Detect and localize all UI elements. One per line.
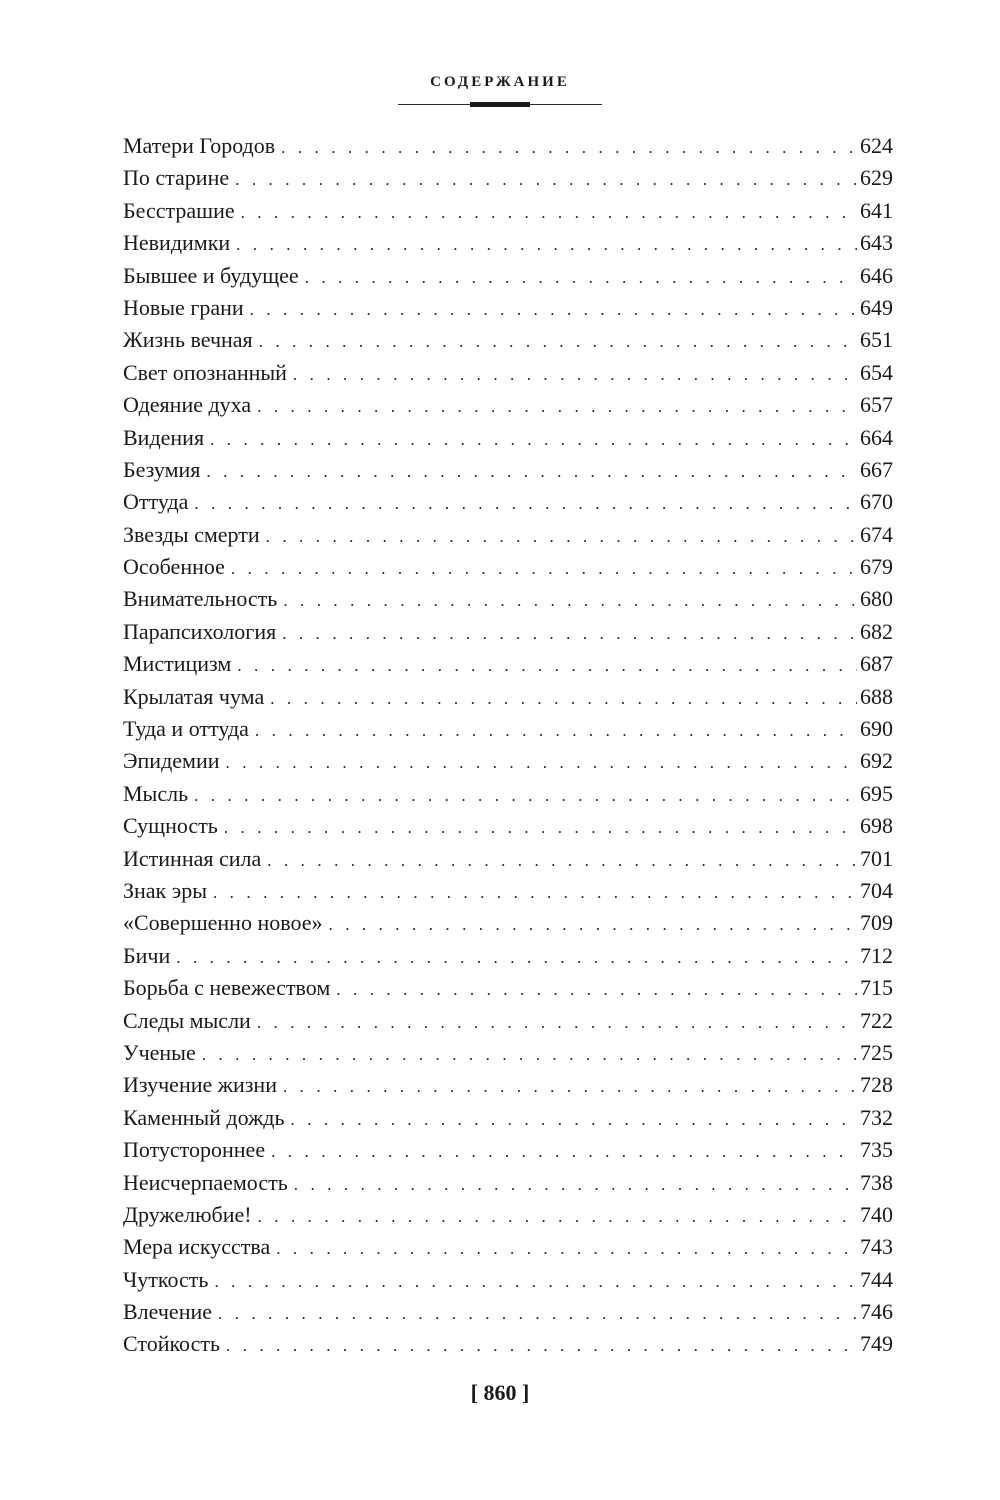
dot-leader xyxy=(266,521,857,551)
toc-entry-page: 646 xyxy=(860,262,893,288)
toc-entry xyxy=(123,454,893,486)
toc-entry xyxy=(123,1199,893,1231)
toc-entry-page: 712 xyxy=(860,942,893,968)
toc-entry-page: 698 xyxy=(860,813,893,839)
toc-entry-title: Неисчерпаемость xyxy=(123,1169,288,1195)
toc-entry xyxy=(123,1231,893,1263)
dot-leader xyxy=(176,942,857,972)
toc-entry xyxy=(123,389,893,421)
toc-entry-title: «Совершенно новое» xyxy=(123,910,323,936)
toc-entry xyxy=(123,422,893,454)
toc-entry xyxy=(123,778,893,810)
toc-entry-page: 654 xyxy=(860,359,893,385)
toc-entry-page: 690 xyxy=(860,716,893,742)
dot-leader xyxy=(336,974,857,1004)
toc-entry xyxy=(123,875,893,907)
toc-entry-page: 651 xyxy=(860,327,893,353)
toc-entry-title: Особенное xyxy=(123,554,225,580)
dot-leader xyxy=(213,877,857,907)
toc-entry-title: Безумия xyxy=(123,456,201,482)
toc-entry-page: 722 xyxy=(860,1007,893,1033)
toc-entry-title: Бесстрашие xyxy=(123,197,235,223)
toc-entry-page: 682 xyxy=(860,618,893,644)
dot-leader xyxy=(236,229,857,259)
toc-entry-title: Одеяние духа xyxy=(123,392,252,418)
toc-entry-title: Бывшее и будущее xyxy=(123,262,299,288)
toc-entry-title: Жизнь вечная xyxy=(123,327,253,353)
toc-entry xyxy=(123,972,893,1004)
toc-entry xyxy=(123,1069,893,1101)
toc-entry-title: Невидимки xyxy=(123,230,231,256)
toc-entry-title: По старине xyxy=(123,165,230,191)
dot-leader xyxy=(214,1266,857,1296)
toc-entry-title: Видения xyxy=(123,424,205,450)
toc-entry-page: 657 xyxy=(860,392,893,418)
dot-leader xyxy=(206,456,857,486)
toc-entry-title: Мысль xyxy=(123,780,189,806)
toc-entry-title: Матери Городов xyxy=(123,133,276,158)
toc-entry xyxy=(123,648,893,680)
toc-entry-page: 704 xyxy=(860,877,893,903)
toc-entry-title: Эпидемии xyxy=(123,748,220,774)
toc-entry xyxy=(123,1005,893,1037)
toc-entry-title: Истинная сила xyxy=(123,845,262,871)
toc-entry-page: 670 xyxy=(860,489,893,515)
toc-entry-title: Мистицизм xyxy=(123,651,232,677)
toc-entry-title: Свет опознанный xyxy=(123,359,287,385)
toc-entry-page: 688 xyxy=(860,683,893,709)
toc-entry xyxy=(123,519,893,551)
toc-entry-page: 667 xyxy=(860,456,893,482)
toc-entry-title: Каменный дождь xyxy=(123,1104,285,1130)
toc-entry xyxy=(123,1328,893,1360)
toc-entry-title: Бичи xyxy=(123,942,171,968)
toc-entry xyxy=(123,324,893,356)
toc-entry-title: Изучение жизни xyxy=(123,1072,277,1098)
dot-leader xyxy=(305,262,857,292)
dot-leader xyxy=(218,1298,857,1328)
toc-entry-page: 732 xyxy=(860,1104,893,1130)
dot-leader xyxy=(270,683,857,713)
toc-entry xyxy=(123,195,893,227)
dot-leader xyxy=(210,424,857,454)
toc-entry xyxy=(123,583,893,615)
toc-entry-page: 687 xyxy=(860,651,893,677)
dot-leader xyxy=(283,1071,857,1101)
dot-leader xyxy=(257,1007,857,1037)
running-head: СОДЕРЖАНИЕ xyxy=(430,74,570,90)
toc-entry xyxy=(123,616,893,648)
dot-leader xyxy=(235,164,857,194)
head-rule-accent xyxy=(470,102,530,107)
toc-entry-title: Чуткость xyxy=(123,1266,209,1292)
toc-entry-title: Борьба с невежеством xyxy=(123,975,331,1001)
toc-entry-page: 715 xyxy=(860,975,893,1001)
toc-entry-page: 743 xyxy=(860,1234,893,1260)
toc-entry-page: 643 xyxy=(860,230,893,256)
toc-entry-title: Ученые xyxy=(123,1039,196,1065)
toc-entry-page: 746 xyxy=(860,1299,893,1325)
toc-entry-page: 624 xyxy=(860,133,893,158)
toc-entry xyxy=(123,713,893,745)
toc-entry xyxy=(123,1037,893,1069)
toc-entry-page: 664 xyxy=(860,424,893,450)
dot-leader xyxy=(231,553,857,583)
toc-entry-page: 649 xyxy=(860,294,893,320)
dot-leader xyxy=(267,845,857,875)
toc-entry-page: 749 xyxy=(860,1331,893,1357)
toc-entry-page: 709 xyxy=(860,910,893,936)
toc-entry xyxy=(123,227,893,259)
dot-leader xyxy=(250,294,857,324)
dot-leader xyxy=(281,132,857,162)
dot-leader xyxy=(282,618,857,648)
toc-entry xyxy=(123,907,893,939)
dot-leader xyxy=(294,1169,857,1199)
toc-entry-title: Знак эры xyxy=(123,877,207,903)
toc-entry xyxy=(123,162,893,194)
table-of-contents xyxy=(123,130,893,1361)
toc-entry-page: 735 xyxy=(860,1137,893,1163)
toc-entry-page: 679 xyxy=(860,554,893,580)
toc-entry-title: Туда и оттуда xyxy=(123,716,249,742)
dot-leader xyxy=(271,1136,857,1166)
toc-entry xyxy=(123,260,893,292)
toc-entry-title: Мера искусства xyxy=(123,1234,271,1260)
dot-leader xyxy=(329,909,858,939)
toc-entry xyxy=(123,1264,893,1296)
dot-leader xyxy=(258,1201,857,1231)
toc-entry-page: 692 xyxy=(860,748,893,774)
dot-leader xyxy=(226,747,858,777)
dot-leader xyxy=(293,359,857,389)
toc-entry xyxy=(123,486,893,518)
toc-entry xyxy=(123,843,893,875)
dot-leader xyxy=(255,715,857,745)
page-number: [ 860 ] xyxy=(470,1380,530,1405)
dot-leader xyxy=(257,391,857,421)
toc-entry-page: 680 xyxy=(860,586,893,612)
toc-entry-page: 744 xyxy=(860,1266,893,1292)
toc-entry-page: 641 xyxy=(860,197,893,223)
dot-leader xyxy=(194,488,857,518)
toc-entry-page: 738 xyxy=(860,1169,893,1195)
toc-entry xyxy=(123,681,893,713)
toc-entry-title: Крылатая чума xyxy=(123,683,265,709)
toc-entry-page: 674 xyxy=(860,521,893,547)
toc-entry xyxy=(123,940,893,972)
dot-leader xyxy=(241,197,857,227)
toc-entry-title: Новые грани xyxy=(123,294,244,320)
toc-entry-page: 728 xyxy=(860,1072,893,1098)
toc-entry-page: 695 xyxy=(860,780,893,806)
toc-entry xyxy=(123,1167,893,1199)
toc-entry-page: 701 xyxy=(860,845,893,871)
toc-entry xyxy=(123,130,893,162)
toc-entry xyxy=(123,292,893,324)
toc-entry-title: Парапсихология xyxy=(123,618,277,644)
toc-entry xyxy=(123,1102,893,1134)
toc-entry-title: Следы мысли xyxy=(123,1007,251,1033)
dot-leader xyxy=(194,780,857,810)
dot-leader xyxy=(276,1233,857,1263)
toc-entry-page: 725 xyxy=(860,1039,893,1065)
toc-entry-title: Звезды смерти xyxy=(123,521,260,547)
dot-leader xyxy=(224,812,857,842)
toc-entry xyxy=(123,1296,893,1328)
dot-leader xyxy=(291,1104,857,1134)
toc-entry-title: Стойкость xyxy=(123,1331,221,1357)
toc-entry-title: Влечение xyxy=(123,1299,213,1325)
toc-entry xyxy=(123,551,893,583)
toc-entry xyxy=(123,810,893,842)
toc-entry xyxy=(123,1134,893,1166)
toc-entry-title: Внимательность xyxy=(123,586,278,612)
toc-entry xyxy=(123,745,893,777)
toc-entry-page: 629 xyxy=(860,165,893,191)
dot-leader xyxy=(202,1039,857,1069)
toc-entry xyxy=(123,357,893,389)
toc-entry-title: Потустороннее xyxy=(123,1137,266,1163)
toc-entry-title: Сущность xyxy=(123,813,218,839)
dot-leader xyxy=(283,585,857,615)
dot-leader xyxy=(226,1330,857,1360)
toc-entry-title: Дружелюбие! xyxy=(123,1201,252,1227)
dot-leader xyxy=(259,326,857,356)
toc-entry-page: 740 xyxy=(860,1201,893,1227)
dot-leader xyxy=(237,650,857,680)
toc-entry-title: Оттуда xyxy=(123,489,189,515)
